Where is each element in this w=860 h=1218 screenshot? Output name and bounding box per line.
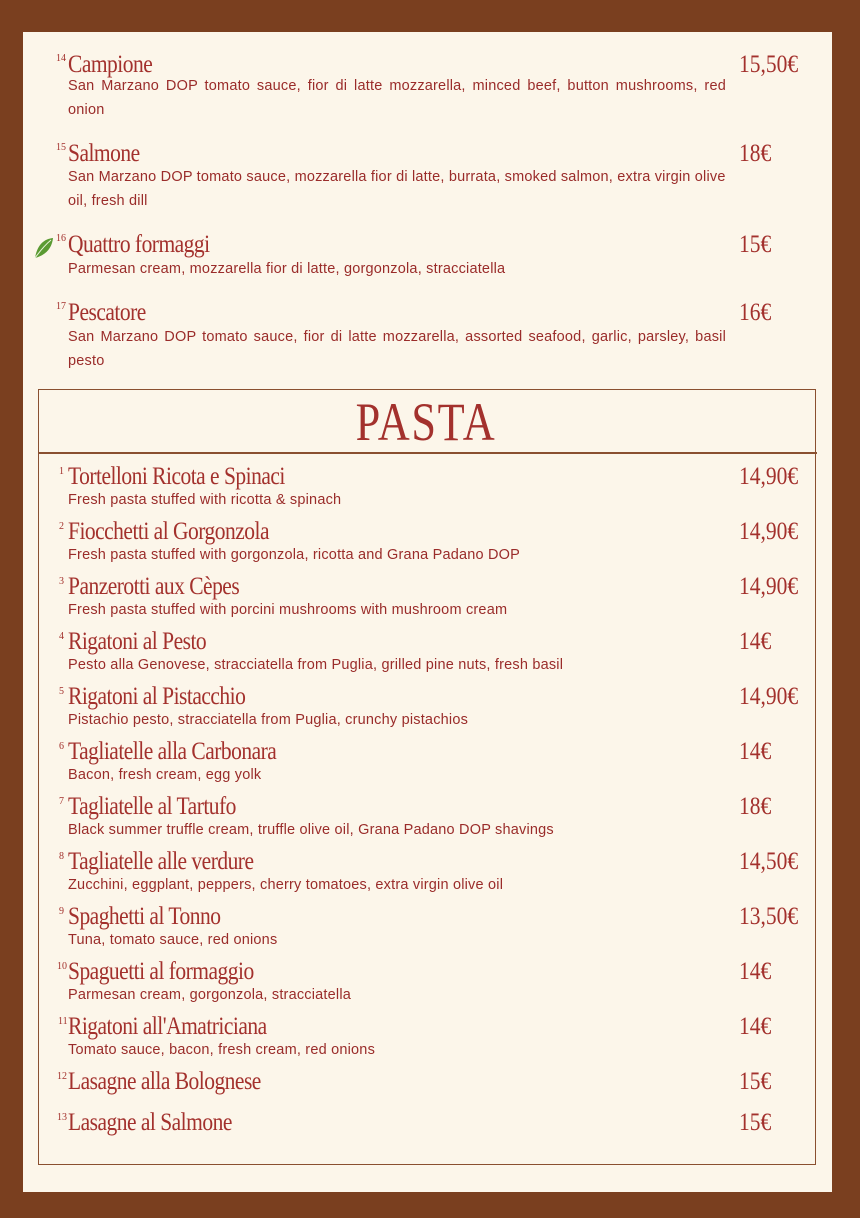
item-name: Tortelloni Ricota e Spinaci [68,463,285,490]
item-name: Quattro formaggi [68,231,210,258]
vegetarian-leaf-icon [33,236,55,260]
item-number: 12 [57,1071,67,1082]
item-description: San Marzano DOP tomato sauce, mozzarella fior di latte, burrata, smoked salmon, extra virgin olive oil, fresh dill [68,169,726,209]
item-description: Pistachio pesto, stracciatella from Puglia, crunchy pistachios [68,712,469,728]
section-title: PASTA [355,392,497,452]
item-number: 5 [59,686,64,697]
menu-page [23,32,832,1192]
item-number: 8 [59,851,64,862]
item-name: Lasagne al Salmone [68,1109,232,1136]
item-description: Zucchini, eggplant, peppers, cherry tomatoes, extra virgin olive oil [68,877,504,893]
item-price: 15€ [739,1068,772,1095]
item-number: 15 [56,142,66,153]
item-number: 6 [59,741,64,752]
item-price: 16€ [739,299,772,326]
item-price: 18€ [739,140,772,167]
item-name: Tagliatelle alla Carbonara [68,738,277,765]
item-number: 13 [57,1112,67,1123]
item-number: 9 [59,906,64,917]
item-price: 14,90€ [739,518,799,545]
item-name: Tagliatelle al Tartufo [68,793,236,820]
item-description: Parmesan cream, gorgonzola, stracciatella [68,987,352,1003]
item-name: Pescatore [68,299,146,326]
item-name: Panzerotti aux Cèpes [68,573,240,600]
item-price: 14,90€ [739,463,799,490]
item-description: Tuna, tomato sauce, red onions [68,932,278,948]
item-price: 14€ [739,958,772,985]
item-name: Spaghetti al Tonno [68,903,221,930]
item-number: 14 [56,53,66,64]
item-price: 13,50€ [739,903,799,930]
item-name: Rigatoni al Pistacchio [68,683,246,710]
item-description: Parmesan cream, mozzarella fior di latte, gorgonzola, stracciatella [68,261,506,277]
item-description: San Marzano DOP tomato sauce, fior di latte mozzarella, assorted seafood, garlic, parsley, basil pesto [68,329,726,369]
item-description: Fresh pasta stuffed with gorgonzola, ricotta and Grana Padano DOP [68,547,521,563]
item-name: Rigatoni al Pesto [68,628,207,655]
item-price: 14€ [739,1013,772,1040]
item-name: Tagliatelle alle verdure [68,848,254,875]
item-description: Pesto alla Genovese, stracciatella from Puglia, grilled pine nuts, fresh basil [68,657,564,673]
divider [38,452,817,454]
item-price: 14,90€ [739,683,799,710]
item-description: Fresh pasta stuffed with ricotta & spinach [68,492,342,508]
item-number: 11 [58,1016,68,1027]
item-number: 4 [59,631,64,642]
item-description: San Marzano DOP tomato sauce, fior di latte mozzarella, minced beef, button mushrooms, red onion [68,78,726,118]
item-price: 14,90€ [739,573,799,600]
item-name: Rigatoni all'Amatriciana [68,1013,267,1040]
item-name: Lasagne alla Bolognese [68,1068,261,1095]
item-name: Spaguetti al formaggio [68,958,254,985]
item-price: 15,50€ [739,51,799,78]
item-number: 16 [56,233,66,244]
item-number: 17 [56,301,66,312]
item-number: 1 [59,466,64,477]
item-description: Black summer truffle cream, truffle olive oil, Grana Padano DOP shavings [68,822,554,838]
item-number: 10 [57,961,67,972]
item-name: Salmone [68,140,140,167]
item-name: Campione [68,51,153,78]
item-description: Bacon, fresh cream, egg yolk [68,767,262,783]
item-description: Fresh pasta stuffed with porcini mushrooms with mushroom cream [68,602,508,618]
item-price: 14,50€ [739,848,799,875]
item-price: 14€ [739,628,772,655]
item-number: 2 [59,521,64,532]
item-number: 7 [59,796,64,807]
item-name: Fiocchetti al Gorgonzola [68,518,269,545]
item-description: Tomato sauce, bacon, fresh cream, red onions [68,1042,376,1058]
item-number: 3 [59,576,64,587]
item-price: 15€ [739,231,772,258]
item-price: 14€ [739,738,772,765]
item-price: 15€ [739,1109,772,1136]
item-price: 18€ [739,793,772,820]
